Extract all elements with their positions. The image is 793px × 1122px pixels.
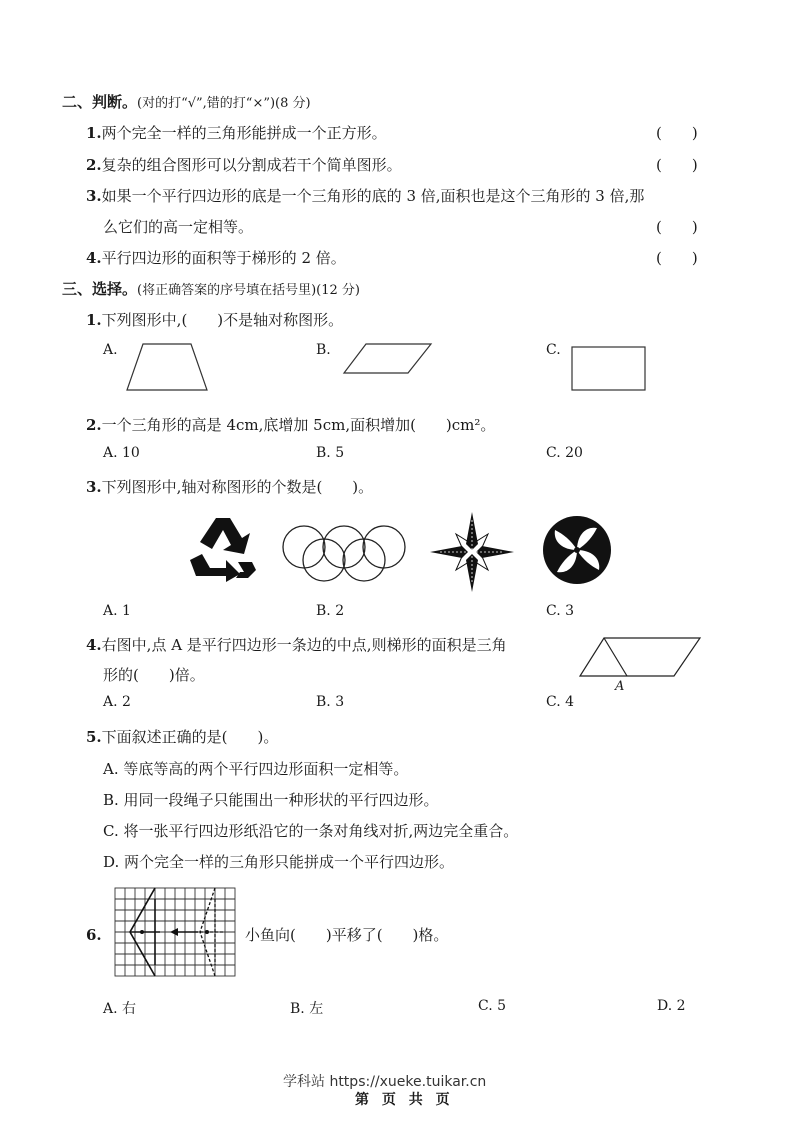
- question-number: 5.: [86, 728, 102, 746]
- q5-choice-d[interactable]: D. 两个完全一样的三角形只能拼成一个平行四边形。: [103, 853, 455, 871]
- q6-number: 6.: [86, 926, 102, 944]
- choice-question-2: [86, 414, 495, 435]
- q6-option-b[interactable]: B. 左: [290, 1001, 324, 1017]
- parallelogram-shape: [342, 342, 434, 376]
- q3-option-c[interactable]: C. 3: [546, 603, 575, 619]
- question-number: 3.: [86, 478, 102, 496]
- question-number: 4.: [86, 636, 102, 654]
- q3-option-b[interactable]: B. 2: [316, 603, 345, 619]
- q6-option-c[interactable]: C. 5: [478, 998, 507, 1014]
- section-3-title: [62, 278, 360, 299]
- item-number: 3.: [86, 187, 102, 205]
- choice-question-5: [86, 726, 278, 747]
- item-text: 如果一个平行四边形的底是一个三角形的底的 3 倍,面积也是这个三角形的 3 倍,那: [101, 187, 645, 205]
- answer-blank-2[interactable]: ( ): [656, 156, 698, 174]
- item-number: 2.: [86, 156, 102, 174]
- q6-option-d[interactable]: D. 2: [657, 998, 686, 1014]
- answer-blank-4[interactable]: ( ): [656, 249, 698, 267]
- q4-option-a[interactable]: A. 2: [103, 694, 131, 710]
- answer-blank-3[interactable]: ( ): [656, 218, 698, 236]
- section-3-note: (将正确答案的序号填在括号里)(12 分): [137, 283, 360, 298]
- point-a-label: A: [615, 679, 625, 694]
- section-3-heading: 三、选择。: [62, 280, 138, 298]
- question-text: 右图中,点 A 是平行四边形一条边的中点,则梯形的面积是三角: [101, 636, 507, 654]
- q5-choice-c[interactable]: C. 将一张平行四边形纸沿它的一条对角线对折,两边完全重合。: [103, 822, 519, 840]
- q2-option-a[interactable]: A. 10: [103, 445, 140, 461]
- olympic-rings-figure: [279, 526, 409, 582]
- q6-option-a[interactable]: A. 右: [103, 1001, 137, 1017]
- judge-item-3: [86, 185, 644, 206]
- choice-question-4-continued: 形的( )倍。: [103, 666, 205, 684]
- judge-item-1: [86, 122, 387, 143]
- judge-item-2: [86, 154, 402, 175]
- q4-option-b[interactable]: B. 3: [316, 694, 345, 710]
- question-text: 一个三角形的高是 4cm,底增加 5cm,面积增加( )cm²。: [101, 416, 496, 434]
- judge-item-4: [86, 247, 346, 268]
- question-text: 下列图形中,( )不是轴对称图形。: [101, 311, 344, 329]
- choice-question-4: [86, 634, 507, 655]
- item-text: 平行四边形的面积等于梯形的 2 倍。: [101, 249, 346, 267]
- question-text: 下面叙述正确的是( )。: [101, 728, 279, 746]
- item-text: 两个完全一样的三角形能拼成一个正方形。: [101, 124, 387, 142]
- section-2-heading: 二、判断。: [62, 93, 138, 111]
- section-2-title: [62, 91, 311, 112]
- item-text: 复杂的组合图形可以分割成若干个简单图形。: [101, 156, 402, 174]
- rectangle-shape: [570, 345, 650, 395]
- question-number: 1.: [86, 311, 102, 329]
- q1-option-c[interactable]: C.: [546, 342, 561, 358]
- footer-site-link[interactable]: 学科站 https://xueke.tuikar.cn: [283, 1074, 487, 1090]
- q4-option-c[interactable]: C. 4: [546, 694, 575, 710]
- question-number: 2.: [86, 416, 102, 434]
- fish-grid-figure: [114, 887, 238, 979]
- item-number: 1.: [86, 124, 102, 142]
- q5-choice-a[interactable]: A. 等底等高的两个平行四边形面积一定相等。: [103, 760, 409, 778]
- recycle-symbol-figure: [186, 516, 258, 582]
- judge-item-3-continued: 么它们的高一定相等。: [103, 218, 254, 236]
- q1-option-a[interactable]: A.: [103, 342, 118, 358]
- q3-option-a[interactable]: A. 1: [103, 603, 131, 619]
- footer-page-number: 第 页 共 页: [355, 1092, 454, 1108]
- pinwheel-circle-figure: [541, 514, 613, 586]
- answer-blank-1[interactable]: ( ): [656, 124, 698, 142]
- q5-choice-b[interactable]: B. 用同一段绳子只能围出一种形状的平行四边形。: [103, 791, 439, 809]
- choice-question-1: [86, 309, 343, 330]
- item-number: 4.: [86, 249, 102, 267]
- parallelogram-midpoint-figure: [578, 636, 703, 694]
- star-compass-figure: [430, 512, 514, 592]
- q6-question-text: 小鱼向( )平移了( )格。: [245, 926, 449, 944]
- q2-option-c[interactable]: C. 20: [546, 445, 583, 461]
- section-2-note: (对的打“√”,错的打“×”)(8 分): [137, 96, 311, 111]
- q2-option-b[interactable]: B. 5: [316, 445, 345, 461]
- choice-question-3: [86, 476, 373, 497]
- question-text: 下列图形中,轴对称图形的个数是( )。: [101, 478, 374, 496]
- trapezoid-shape: [125, 342, 210, 394]
- q1-option-b[interactable]: B.: [316, 342, 331, 358]
